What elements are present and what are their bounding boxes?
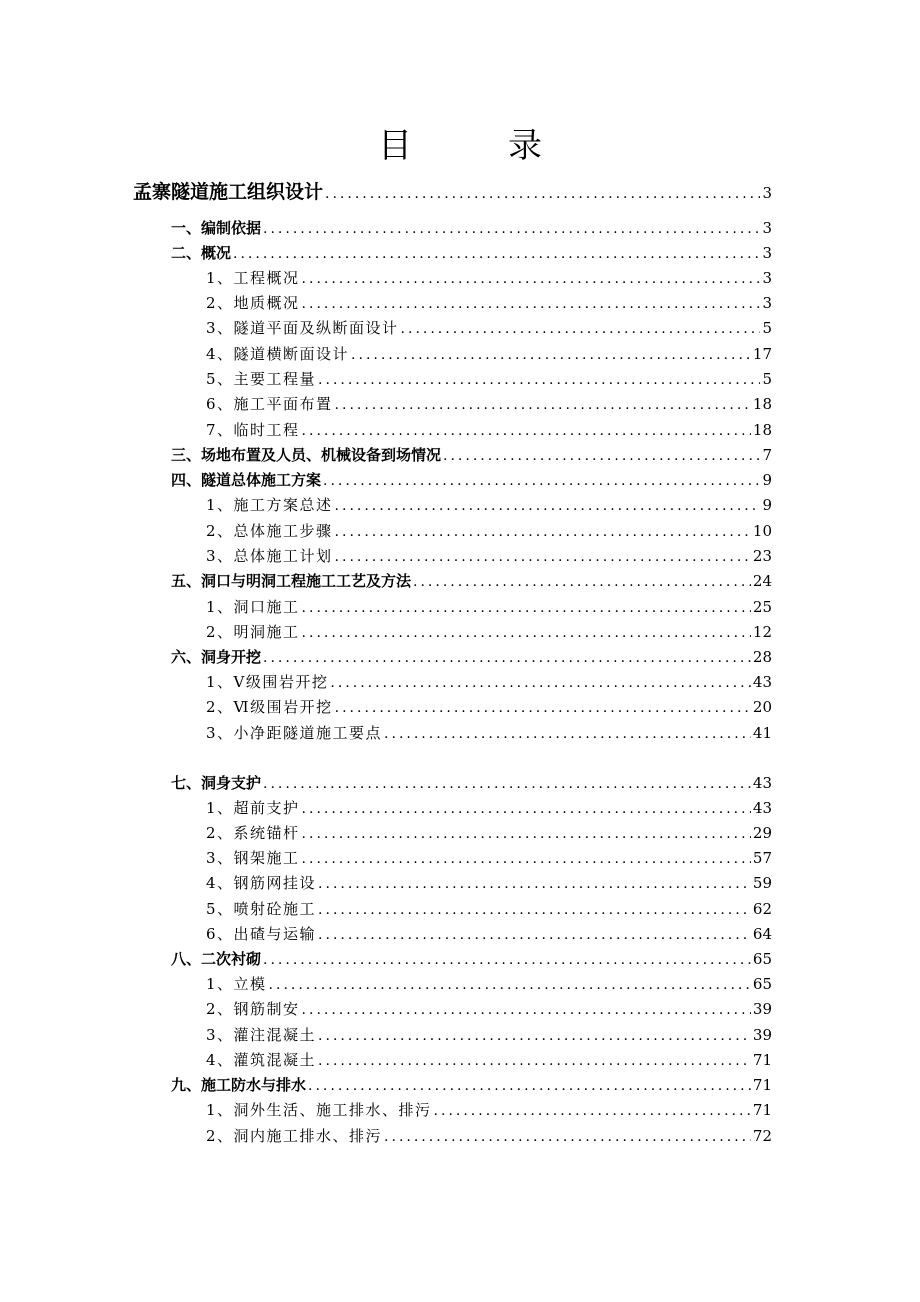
toc-page-number: 43	[752, 774, 772, 792]
toc-page-number: 65	[752, 950, 772, 968]
toc-page-number: 28	[752, 648, 772, 666]
toc-dot-leader	[413, 570, 751, 594]
toc-page-number: 3	[762, 294, 772, 312]
toc-entry-text: 2、地质概况	[206, 294, 300, 312]
toc-entry-text: 4、灌筑混凝土	[206, 1051, 317, 1069]
toc-section	[206, 670, 772, 694]
toc-page-number: 71	[752, 1101, 772, 1119]
toc-dot-leader	[401, 317, 761, 341]
toc-entry-text: 1、Ⅴ级围岩开挖	[206, 673, 329, 691]
toc-entry-text: 5、喷射砼施工	[206, 900, 317, 918]
toc-dot-leader	[323, 469, 760, 493]
toc-dot-leader	[318, 898, 751, 922]
toc-dot-leader	[318, 872, 751, 896]
toc-chapter	[171, 771, 772, 795]
toc-entry-text: 六、洞身开挖	[171, 648, 262, 666]
toc-chapter	[171, 569, 772, 593]
toc-section	[206, 493, 772, 517]
toc-entry-text: 1、洞外生活、施工排水、排污	[206, 1101, 432, 1119]
toc-page-number: 18	[752, 421, 772, 439]
toc-section	[206, 922, 772, 946]
toc-page-number: 39	[752, 1000, 772, 1018]
toc-dot-leader	[434, 1099, 751, 1123]
toc-section	[206, 595, 772, 619]
toc-dot-leader	[384, 1125, 751, 1149]
toc-page-number: 3	[762, 184, 772, 202]
toc-page-number: 10	[752, 522, 772, 540]
toc-entry-text: 3、小净距隧道施工要点	[206, 724, 383, 742]
toc-page-number: 23	[752, 547, 772, 565]
toc-page-number: 3	[762, 219, 772, 237]
toc-dot-leader	[263, 217, 760, 241]
toc-entry-text: 九、施工防水与排水	[171, 1076, 307, 1094]
toc-page-number: 59	[752, 874, 772, 892]
toc-chapter	[171, 241, 772, 265]
toc-dot-leader	[302, 596, 751, 620]
toc-page-number: 18	[752, 395, 772, 413]
toc-dot-leader	[263, 948, 751, 972]
toc-dot-leader	[302, 621, 751, 645]
toc-dot-leader	[269, 973, 751, 997]
toc-page-number: 5	[762, 319, 772, 337]
toc-entry-text: 孟寨隧道施工组织设计	[133, 181, 324, 203]
toc-page-number: 25	[752, 598, 772, 616]
toc-dot-leader	[335, 494, 761, 518]
toc-entry-text: 八、二次衬砌	[171, 950, 262, 968]
page-title	[0, 118, 920, 167]
toc-entry-text: 四、隧道总体施工方案	[171, 471, 322, 489]
toc-dot-leader	[384, 722, 751, 746]
toc-section	[206, 796, 772, 820]
toc-dot-leader	[302, 267, 761, 291]
toc-section	[206, 418, 772, 442]
toc-page-number: 62	[752, 900, 772, 918]
toc-section	[206, 291, 772, 315]
toc-dot-leader	[318, 1024, 751, 1048]
toc-dot-leader	[443, 444, 760, 468]
toc-section	[206, 871, 772, 895]
toc-section	[206, 1023, 772, 1047]
toc-entry-text: 2、系统锚杆	[206, 824, 300, 842]
toc-dot-leader	[330, 671, 751, 695]
toc-entry-text: 二、概况	[171, 244, 232, 262]
toc-dot-leader	[335, 545, 751, 569]
toc-page-number: 65	[752, 975, 772, 993]
toc-section	[206, 1048, 772, 1072]
toc-page-number: 57	[752, 849, 772, 867]
toc-entry-text: 1、立模	[206, 975, 267, 993]
toc-page-number: 71	[752, 1051, 772, 1069]
toc-section	[206, 266, 772, 290]
toc-entry-text: 2、总体施工步骤	[206, 522, 333, 540]
toc-section	[206, 1098, 772, 1122]
toc-entry-text: 1、洞口施工	[206, 598, 300, 616]
toc-page-number: 3	[762, 244, 772, 262]
title-char-1: 目	[378, 126, 412, 166]
toc-section	[206, 721, 772, 745]
toc-entry-text: 4、隧道横断面设计	[206, 345, 350, 363]
toc-dot-leader	[302, 419, 751, 443]
toc-page-number: 17	[752, 345, 772, 363]
toc-section	[206, 821, 772, 845]
toc-entry-text: 3、钢架施工	[206, 849, 300, 867]
toc-page-number: 64	[752, 925, 772, 943]
toc-section	[206, 367, 772, 391]
toc-entry-text: 2、钢筋制安	[206, 1000, 300, 1018]
toc-page-number: 43	[752, 799, 772, 817]
toc-page-number: 24	[752, 572, 772, 590]
title-char-2: 录	[508, 126, 542, 166]
toc-dot-leader	[302, 998, 751, 1022]
toc-entry-text: 5、主要工程量	[206, 370, 317, 388]
toc-dot-leader	[233, 242, 760, 266]
toc-entry-text: 6、施工平面布置	[206, 395, 333, 413]
toc-dot-leader	[308, 1074, 751, 1098]
toc-dot-leader	[302, 847, 751, 871]
toc-section	[206, 620, 772, 644]
toc-section	[206, 846, 772, 870]
toc-entry-text: 7、临时工程	[206, 421, 300, 439]
toc-dot-leader	[302, 797, 751, 821]
toc-dot-leader	[318, 368, 760, 392]
toc-dot-leader	[318, 1049, 751, 1073]
toc-dot-leader	[335, 393, 751, 417]
toc-dot-leader	[263, 772, 751, 796]
toc-entry-text: 3、隧道平面及纵断面设计	[206, 319, 399, 337]
toc-chapter	[171, 468, 772, 492]
toc-chapter	[171, 216, 772, 240]
toc-entry-text: 4、钢筋网挂设	[206, 874, 317, 892]
toc-page-number: 7	[762, 446, 772, 464]
toc-page-number: 20	[752, 698, 772, 716]
toc-entry-text: 6、出碴与运输	[206, 925, 317, 943]
toc-dot-leader	[335, 520, 751, 544]
toc-dot-leader	[263, 646, 751, 670]
toc-entry-text: 2、明洞施工	[206, 623, 300, 641]
toc-entry-text: 3、灌注混凝土	[206, 1026, 317, 1044]
toc-entry-text: 3、总体施工计划	[206, 547, 333, 565]
toc-page-number: 71	[752, 1076, 772, 1094]
toc-section	[206, 695, 772, 719]
toc-page-number: 72	[752, 1127, 772, 1145]
toc-section	[206, 519, 772, 543]
toc-dot-leader	[318, 923, 751, 947]
toc-main-title	[133, 180, 772, 204]
toc-page-number: 39	[752, 1026, 772, 1044]
toc-page-number: 3	[762, 269, 772, 287]
toc-entry-text: 一、编制依据	[171, 219, 262, 237]
toc-entry-text: 2、洞内施工排水、排污	[206, 1127, 383, 1145]
toc-page-number: 29	[752, 824, 772, 842]
toc-section	[206, 544, 772, 568]
toc-entry-text: 七、洞身支护	[171, 774, 262, 792]
toc-entry-text: 1、工程概况	[206, 269, 300, 287]
toc-page-number: 9	[762, 471, 772, 489]
toc-entry-text: 三、场地布置及人员、机械设备到场情况	[171, 446, 442, 464]
toc-section	[206, 897, 772, 921]
toc-entry-text: 2、Ⅵ级围岩开挖	[206, 698, 333, 716]
toc-section	[206, 997, 772, 1021]
toc-chapter	[171, 443, 772, 467]
toc-page-number: 41	[752, 724, 772, 742]
toc-page-number: 43	[752, 673, 772, 691]
toc-page-number: 12	[752, 623, 772, 641]
toc-section	[206, 972, 772, 996]
toc-section	[206, 342, 772, 366]
toc-chapter	[171, 1073, 772, 1097]
toc-dot-leader	[335, 696, 751, 720]
toc-entry-text: 五、洞口与明洞工程施工工艺及方法	[171, 572, 412, 590]
toc-dot-leader	[325, 182, 760, 206]
toc-dot-leader	[351, 343, 751, 367]
toc-page-number: 9	[762, 496, 772, 514]
toc-section	[206, 316, 772, 340]
toc-entry-text: 1、超前支护	[206, 799, 300, 817]
toc-dot-leader	[302, 292, 761, 316]
toc-entry-text: 1、施工方案总述	[206, 496, 333, 514]
toc-dot-leader	[302, 822, 751, 846]
toc-chapter	[171, 947, 772, 971]
toc-page-number: 5	[762, 370, 772, 388]
toc-section	[206, 392, 772, 416]
toc-section	[206, 1124, 772, 1148]
toc-chapter	[171, 645, 772, 669]
